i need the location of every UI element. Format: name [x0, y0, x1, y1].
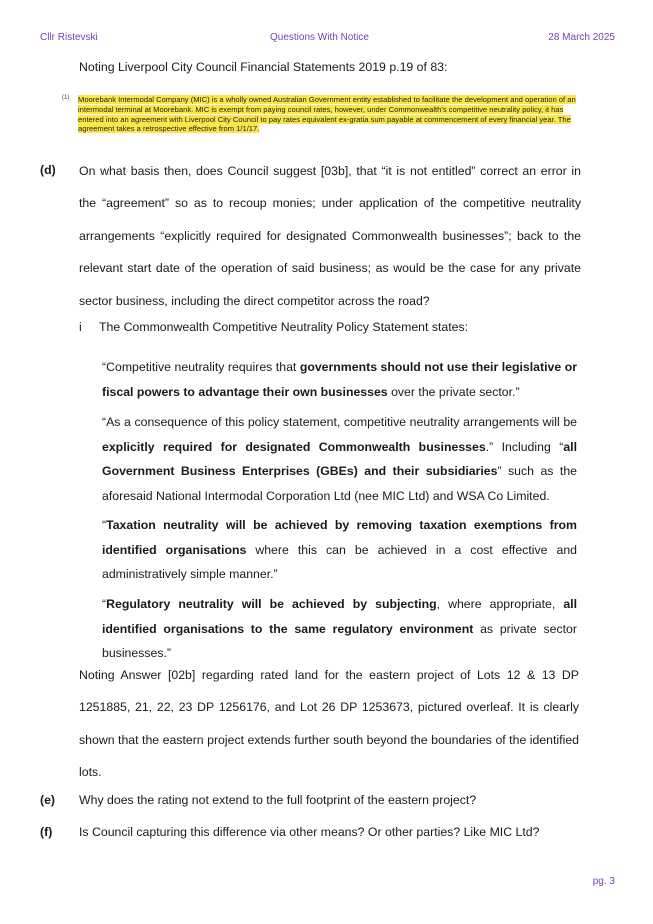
- quote-1: [102, 355, 577, 404]
- quote-1-part-a: “Competitive neutrality requires that: [102, 360, 300, 374]
- question-f-label: (f): [40, 825, 53, 839]
- page-number: pg. 3: [592, 876, 615, 887]
- header-date: 28 March 2025: [548, 32, 615, 43]
- question-e-text: Why does the rating not extend to the full footprint of the eastern project?: [79, 793, 477, 807]
- intro-line: Noting Liverpool City Council Financial Statements 2019 p.19 of 83:: [79, 60, 448, 74]
- quote-2: [102, 410, 577, 508]
- quote-1-part-c: over the private sector.”: [387, 384, 520, 399]
- quote-2-part-a: “As a consequence of this policy statement, competitive neutrality arrangements will be: [102, 415, 577, 429]
- sub-item-i-text: The Commonwealth Competitive Neutrality Policy Statement states:: [99, 320, 469, 334]
- quote-3: [102, 513, 577, 587]
- footnote-marker: (1): [62, 95, 70, 101]
- quote-4-bold-2: all identified organisations to the same regulatory environment: [102, 597, 577, 636]
- header-title: Questions With Notice: [270, 32, 369, 43]
- quote-3-bold: Taxation neutrality will be achieved by removing taxation exemptions from identified organisations: [102, 518, 577, 557]
- question-d-label: (d): [40, 163, 56, 177]
- question-f-text: Is Council capturing this difference via other means? Or other parties? Like MIC Ltd?: [79, 825, 540, 839]
- quote-2-part-c: .” Including “: [485, 439, 564, 454]
- quote-3-part-c: where this can be achieved in a cost effective and administratively simple manner.”: [102, 542, 577, 581]
- quote-4-part-e: as private sector businesses.”: [102, 621, 577, 660]
- quote-4-part-a: “: [102, 597, 107, 611]
- quote-2-part-e: ” such as the aforesaid National Intermodal Corporation Ltd (nee MIC Ltd) and WSA Co Limited.: [102, 464, 577, 503]
- question-d-text: On what basis then, does Council suggest [03b], that “it is not entitled” correct an error in the “agreement” so as to recoup monies; under application of the competitive neutrality arrangements “explicitly required for designated Commonwealth businesses”; back to the relevant start date of the operation of said business; as would be the case for any private sector business, including the direct competitor across the road?: [79, 164, 581, 308]
- quote-4-part-c: , where appropriate,: [436, 597, 564, 611]
- quote-1-bold: governments should not use their legislative or fiscal powers to advantage their own businesses: [102, 360, 577, 399]
- sub-item-i-marker: i: [79, 320, 82, 334]
- footnote-text: Moorebank Intermodal Company (MIC) is a wholly owned Australian Government entity established to facilitate the development and operation of an intermodal terminal at Moorebank. MIC is exempt from paying council rates, however, under Commonwealth's competitive neutrality policy, it has entered into an agreement with Liverpool City Council to pay rates equivalent ex-gratia sum payable at commencement of every financial year. The agreement takes a retrospective effective from 1/1/17.: [78, 95, 576, 134]
- quote-4-bold-1: Regulatory neutrality will be achieved by subjecting: [106, 597, 437, 611]
- quote-3-part-a: “: [102, 518, 107, 532]
- quote-4: [102, 592, 577, 666]
- quote-2-bold-2: all Government Business Enterprises (GBEs) and their subsidiaries: [102, 439, 577, 478]
- quote-2-bold-1: explicitly required for designated Commonwealth businesses: [102, 439, 486, 454]
- highlighted-footnote: [62, 95, 587, 134]
- noting-answer-paragraph: Noting Answer [02b] regarding rated land for the eastern project of Lots 12 & 13 DP 1251885, 21, 22, 23 DP 1256176, and Lot 26 DP 1253673, pictured overleaf. It is clearly shown that the eastern project extends further south beyond the boundaries of the identified lots.: [79, 668, 579, 780]
- header-author: Cllr Ristevski: [40, 32, 98, 43]
- question-e-label: (e): [40, 793, 56, 807]
